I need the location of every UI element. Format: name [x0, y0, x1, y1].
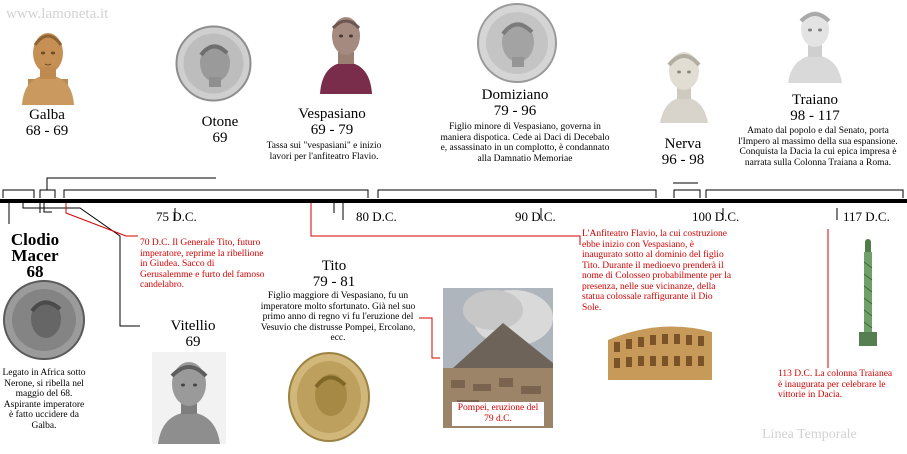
tick-label-100: 100 D.C.: [692, 209, 740, 224]
galba-name: Galba: [29, 107, 65, 123]
vitellio-bust-image: [152, 352, 226, 444]
traiano-years: 98 - 117: [790, 108, 840, 124]
footer-title: Linea Temporale: [762, 427, 857, 442]
nerva-name: Nerva: [664, 136, 702, 152]
domiziano-description: Figlio minore di Vespasiano, governa in maniera dispotica. Cede ai Daci di Decebalo e, assassinato in un complotto, è condannato alla Damnatio Memoriae: [440, 122, 610, 164]
tick-label-75: 75 D.C.: [156, 209, 197, 224]
tito-description: Figlio maggiore di Vespasiano, fu un imperatore molto sfortunato. Già nel suo primo anno di regno vi fu l'eruzione del Vesuvio che distrusse Pompei, Ercolano, ecc.: [260, 291, 416, 343]
domiziano-coin-image: [476, 2, 558, 84]
vespasiano-description: Tassa sui "vespasiani" e inizio lavori per l'anfiteatro Flavio.: [266, 141, 382, 162]
clodio-years: 68: [26, 262, 44, 281]
event-colosseo: L'Anfiteatro Flavio, la cui costruzione ebbe inizio con Vespasiano, è inaugurato sotto al dominio del figlio Tito. Durante il medioevo prenderà il nome di Colosseo probabilmente per la presenza, nelle sue vicinanze, della statua colossale raffigurante il Dio Sole.: [582, 229, 732, 313]
event-gerusalemme: 70 D.C. Il Generale Tito, futuro imperatore, reprime la ribellione in Giudea. Sacco di Gerusalemme e furto del famoso candelabro.: [140, 238, 265, 290]
clodio-name: Clodio: [10, 230, 60, 249]
galba-years: 68 - 69: [25, 123, 69, 139]
tito-years: 79 - 81: [312, 274, 356, 290]
otone-coin-image: [175, 25, 252, 102]
clodio-name-2: Macer: [11, 246, 59, 265]
tick-label-80: 80 D.C.: [356, 209, 397, 224]
nerva-bust-image: [656, 45, 712, 123]
tick-label-117: 117 D.C.: [843, 209, 890, 224]
nerva-years: 96 - 98: [661, 152, 705, 168]
tito-name: Tito: [321, 258, 347, 274]
vespasiano-years: 69 - 79: [310, 122, 354, 138]
timeline-axis: [0, 199, 907, 203]
watermark: www.lamoneta.it: [6, 6, 109, 22]
traiano-description: Amato dal popolo e dal Senato, porta l'Impero al massimo della sua espansione. Conquista la Dacia la cui epica impresa è narrata sulla Colonna Traiana a Roma.: [738, 126, 898, 168]
vitellio-years: 69: [185, 334, 201, 350]
colosseo-image: [604, 322, 716, 382]
galba-bust-image: [18, 17, 78, 105]
tito-coin-image: [287, 351, 371, 444]
clodio-coin-image: [2, 279, 86, 361]
traiano-bust-image: [786, 5, 844, 83]
vespasiano-name: Vespasiano: [298, 106, 366, 122]
colonna-traiana-image: [853, 238, 883, 348]
event-colonna: 113 D.C. La colonna Traianea è inaugurata per celebrare le vittorie in Dacia.: [778, 369, 893, 400]
clodio-description: Legato in Africa sotto Nerone, si ribella nel maggio del 68. Aspirante imperatore è fatto uccidere da Galba.: [2, 368, 86, 431]
otone-years: 69: [212, 130, 228, 146]
vitellio-name: Vitellio: [170, 318, 216, 334]
domiziano-years: 79 - 96: [493, 103, 537, 119]
domiziano-name: Domiziano: [481, 87, 549, 103]
traiano-name: Traiano: [791, 92, 839, 108]
pompei-caption: Pompei, eruzione del 79 d.C.: [457, 403, 539, 424]
otone-name: Otone: [201, 114, 239, 130]
vespasiano-bust-image: [318, 6, 374, 94]
tick-label-90: 90 D.C.: [515, 209, 556, 224]
